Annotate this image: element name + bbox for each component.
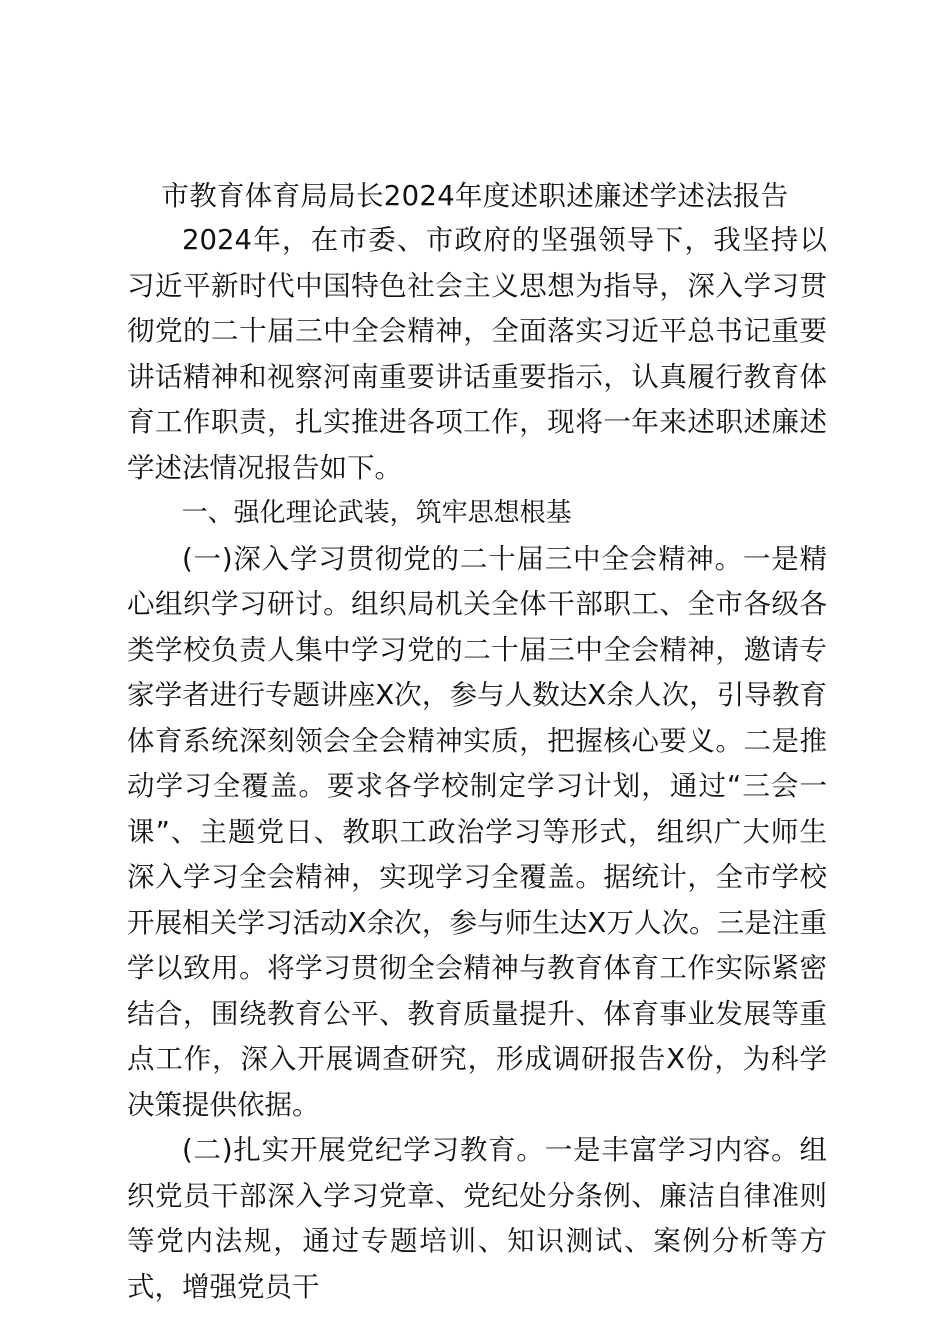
body-paragraph: (二)扎实开展党纪学习教育。一是丰富学习内容。组织党员干部深入学习党章、党纪处分条例、廉洁自律准则等党内法规，通过专题培训、知识测试、案例分析等方式，增强党员干 bbox=[127, 1134, 827, 1303]
document-title: 市教育体育局局长2024年度述职述廉述学述法报告 bbox=[161, 180, 789, 212]
body-paragraph: (一)深入学习贯彻党的二十届三中全会精神。一是精心组织学习研讨。组织局机关全体干部职工、全市各级各类学校负责人集中学习党的二十届三中全会精神，邀请专家学者进行专题讲座X次，参与人数达X余人次，引导教育体育系统深刻领会全会精神实质，把握核心要义。二是推动学习全覆盖。要求各学校制定学习计划，通过“三会一课”、主题党日、教职工政治学习等形式，组织广大师生深入学习全会精神，实现学习全覆盖。据统计，全市学校开展相关学习活动X余次，参与师生达X万人次。三是注重学以致用。将学习贯彻全会精神与教育体育工作实际紧密结合，围绕教育公平、教育质量提升、体育事业发展等重点工作，深入开展调查研究，形成调研报告X份，为科学决策提供依据。 bbox=[127, 542, 827, 1121]
section-heading: 一、强化理论武装，筑牢思想根基 bbox=[181, 498, 572, 528]
intro-paragraph: 2024年，在市委、市政府的坚强领导下，我坚持以习近平新时代中国特色社会主义思想为指导，深入学习贯彻党的二十届三中全会精神，全面落实习近平总书记重要讲话精神和视察河南重要讲话重要指示，认真履行教育体育工作职责，扎实推进各项工作，现将一年来述职述廉述学述法情况报告如下。 bbox=[127, 224, 827, 484]
document-page bbox=[127, 174, 827, 1310]
